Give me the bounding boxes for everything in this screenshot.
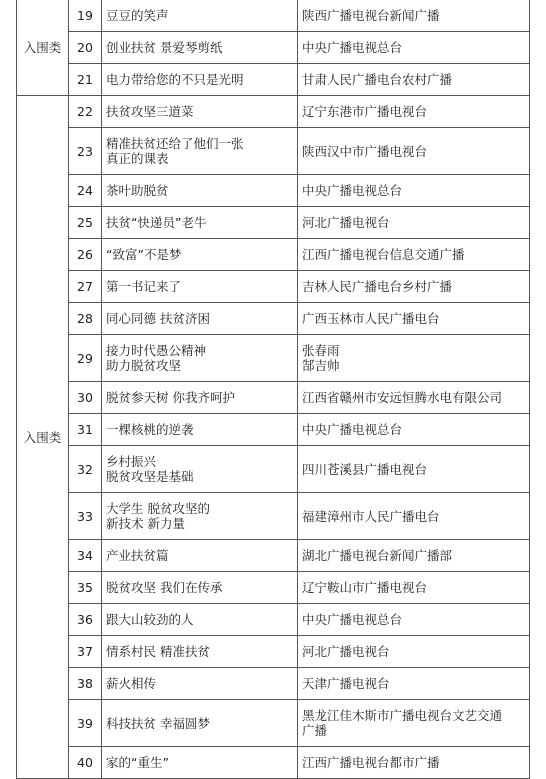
entry-number: 32 [69,446,102,493]
entry-title: 家的“重生” [102,747,298,779]
table-row [17,446,530,493]
entry-title: 情系村民 精准扶贫 [102,636,298,668]
table-row [17,128,530,175]
entry-title: 电力带给您的不只是光明 [102,64,298,96]
entry-title: 接力时代愚公精神 助力脱贫攻坚 [102,335,298,382]
entry-organization: 黑龙江佳木斯市广播电视台文艺交通 广播 [298,700,530,747]
entry-number: 33 [69,493,102,540]
entry-organization: 张春雨 郜吉帅 [298,335,530,382]
entry-number: 26 [69,239,102,271]
entry-organization: 中央广播电视总台 [298,414,530,446]
entry-title: 跟大山较劲的人 [102,604,298,636]
entry-number: 36 [69,604,102,636]
entry-title: 茶叶助脱贫 [102,175,298,207]
entry-title: 扶贫攻坚三道菜 [102,96,298,128]
entry-number: 37 [69,636,102,668]
entry-organization: 甘肃人民广播电台农村广播 [298,64,530,96]
entry-organization: 河北广播电视台 [298,207,530,239]
table-row [17,0,530,32]
entry-title: 扶贫“快递员”老牛 [102,207,298,239]
entry-organization: 中央广播电视总台 [298,32,530,64]
entry-title: 科技扶贫 幸福圆梦 [102,700,298,747]
entry-number: 24 [69,175,102,207]
entry-title: 乡村振兴 脱贫攻坚是基础 [102,446,298,493]
entry-organization: 江西广播电视台都市广播 [298,747,530,779]
entry-organization: 广西玉林市人民广播电台 [298,303,530,335]
entry-organization: 辽宁东港市广播电视台 [298,96,530,128]
entry-number: 22 [69,96,102,128]
entry-number: 40 [69,747,102,779]
table-row [17,207,530,239]
entry-title: 第一书记来了 [102,271,298,303]
entry-organization: 四川苍溪县广播电视台 [298,446,530,493]
entry-title: 创业扶贫 景爱琴剪纸 [102,32,298,64]
award-list-table [16,0,530,779]
entry-title: “致富”不是梦 [102,239,298,271]
table-row [17,303,530,335]
entry-organization: 陕西汉中市广播电视台 [298,128,530,175]
entry-organization: 江西省赣州市安远恒腾水电有限公司 [298,382,530,414]
entry-number: 20 [69,32,102,64]
table-row [17,271,530,303]
table-row [17,96,530,128]
table-row [17,636,530,668]
entry-organization: 吉林人民广播电台乡村广播 [298,271,530,303]
entry-number: 39 [69,700,102,747]
entry-organization: 江西广播电视台信息交通广播 [298,239,530,271]
entry-title: 同心同德 扶贫济困 [102,303,298,335]
table-row [17,668,530,700]
table-row [17,747,530,779]
entry-number: 28 [69,303,102,335]
table-row [17,604,530,636]
entry-title: 脱贫参天树 你我齐呵护 [102,382,298,414]
entry-organization: 天津广播电视台 [298,668,530,700]
entry-title: 产业扶贫篇 [102,540,298,572]
entry-number: 23 [69,128,102,175]
entry-number: 27 [69,271,102,303]
table-row [17,700,530,747]
entry-number: 25 [69,207,102,239]
entry-number: 35 [69,572,102,604]
entry-title: 大学生 脱贫攻坚的 新技术 新力量 [102,493,298,540]
entry-title: 脱贫攻坚 我们在传承 [102,572,298,604]
table-row [17,382,530,414]
entry-organization: 湖北广播电视台新闻广播部 [298,540,530,572]
entry-organization: 中央广播电视总台 [298,604,530,636]
entry-organization: 福建漳州市人民广播电台 [298,493,530,540]
entry-organization: 中央广播电视总台 [298,175,530,207]
table-row [17,493,530,540]
entry-title: 精准扶贫还给了他们一张 真正的课表 [102,128,298,175]
entry-number: 38 [69,668,102,700]
category-cell: 入围类 [17,0,69,96]
table-row [17,414,530,446]
table-row [17,239,530,271]
entry-organization: 河北广播电视台 [298,636,530,668]
entry-number: 21 [69,64,102,96]
table-row [17,175,530,207]
table-row [17,335,530,382]
entry-number: 29 [69,335,102,382]
table-row [17,572,530,604]
entry-title: 薪火相传 [102,668,298,700]
entry-number: 31 [69,414,102,446]
table-row [17,32,530,64]
entry-title: 豆豆的笑声 [102,0,298,32]
entry-title: 一棵核桃的逆袭 [102,414,298,446]
table-row [17,540,530,572]
category-cell: 入围类 [17,96,69,779]
entry-number: 30 [69,382,102,414]
entry-organization: 辽宁鞍山市广播电视台 [298,572,530,604]
entry-organization: 陕西广播电视台新闻广播 [298,0,530,32]
entry-number: 34 [69,540,102,572]
entry-number: 19 [69,0,102,32]
table-row [17,64,530,96]
